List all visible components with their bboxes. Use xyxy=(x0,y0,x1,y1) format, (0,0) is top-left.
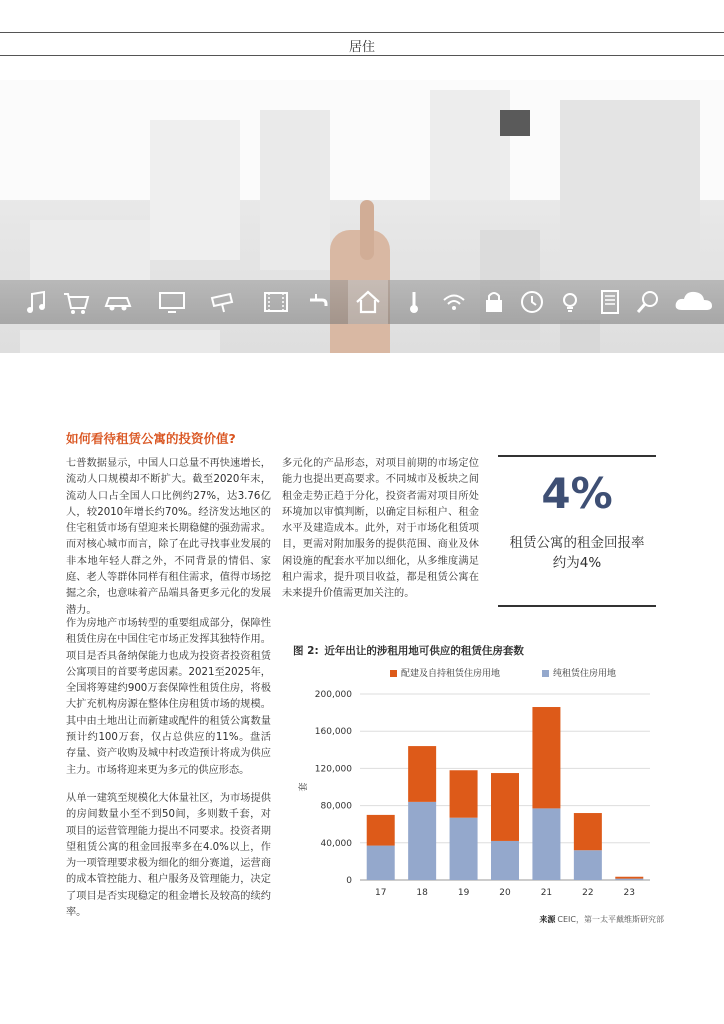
bar-segment xyxy=(450,818,478,880)
figure-title xyxy=(293,643,524,658)
article-paragraph-1: 七普数据显示，中国人口总量不再快速增长，流动人口规模却不断扩大。截至2020年末，流动人口占全国人口比例约27%，达3.76亿人，较2010年增长约70%。经济发达地区的住宅租赁市场有望迎来长期稳健的强劲需求。而对核心城市而言，除了在此寻找事业发展的非本地年轻人群之外，不同背景的情侣、家庭、老人等群体同样有租住需求，值得市场挖掘之余，也意味着产品端具备更多元化的发展潜力。 xyxy=(66,458,271,616)
clock-icon xyxy=(516,286,548,318)
music-icon xyxy=(20,286,52,318)
y-tick-label: 40,000 xyxy=(320,838,352,849)
hero-image xyxy=(0,80,724,353)
y-tick-label: 80,000 xyxy=(320,801,352,812)
x-tick-label: 20 xyxy=(499,888,511,898)
bar-segment xyxy=(574,813,602,850)
bar-segment xyxy=(367,846,395,880)
x-tick-label: 23 xyxy=(623,888,636,898)
rental-supply-bar-chart xyxy=(290,660,660,910)
x-tick-label: 21 xyxy=(540,888,553,898)
section-title: 居住 xyxy=(348,40,375,55)
key-stat-callout xyxy=(498,455,656,607)
figure-label: 图 2: xyxy=(293,645,319,657)
article-paragraph-4: 多元化的产品形态，对项目前期的市场定位能力也提出更高要求。不同城市及板块之间租金走势正趋于分化，投资者需对项目所处环境加以审慎判断，以确定目标租户、租金水平及建造成本。此外，对于市场化租赁项目，更需对附加服务的提供范围、商业及休闲设施的配套水平加以细化，从多维度满足租户需求，提升项目收益，都是租赁公寓在未来提升价值需更加关注的。 xyxy=(282,458,479,600)
y-axis-label: 套 xyxy=(299,782,309,792)
bar-segment xyxy=(532,707,560,808)
legend-swatch xyxy=(390,670,397,677)
lock-icon xyxy=(478,286,510,318)
x-tick-label: 18 xyxy=(416,888,428,898)
article-paragraph-3: 从单一建筑至规模化大体量社区，为市场提供的房间数量小至不到50间，多则数千套，对项目的运营管理能力提出不同要求。投资者期望租赁公寓的租金回报率多在4.0%以上，作为一项管理要求极为细化的细分赛道，运营商的成本管控能力、租户服务及管理能力，决定了项目是否实现稳定的租金增长及较高的续约率。 xyxy=(66,793,271,919)
key-stat-value: 4% xyxy=(541,469,613,518)
bar-segment xyxy=(532,808,560,880)
legend-swatch xyxy=(542,670,549,677)
y-tick-label: 200,000 xyxy=(314,690,352,700)
bar-segment xyxy=(367,815,395,846)
legend-label: 配建及自持租赁住房用地 xyxy=(401,669,501,679)
y-tick-label: 0 xyxy=(346,876,352,886)
article-heading: 如何看待租赁公寓的投资价值? xyxy=(66,431,236,446)
bar-segment xyxy=(408,746,436,802)
figure-source xyxy=(539,914,664,925)
thermometer-icon xyxy=(398,286,430,318)
bar-segment xyxy=(615,879,643,880)
source-label: 来源 xyxy=(539,915,556,924)
bar-segment xyxy=(408,802,436,880)
film-icon xyxy=(260,286,292,318)
camera-icon xyxy=(208,286,240,318)
section-header-bar xyxy=(0,32,724,56)
article-paragraph-2: 作为房地产市场转型的重要组成部分，保障性租赁住房在中国住宅市场正发挥其独特作用。项目是否具备纳保能力也成为投资者投资租赁公寓项目的首要考虑因素。2021至2025年，全国将筹建约900万套保障性租赁住房，将极大扩充机构房源在整体住房租赁市场的规模。其中由土地出让而新建或配件的租赁公寓数量预计约100万套，仅占总供应的11%。盘活存量、资产收购及城中村改造预计将成为供应主力。市场将迎来更为多元的供应形态。 xyxy=(66,618,271,776)
legend-label: 纯租赁住房用地 xyxy=(553,669,617,679)
tv-icon xyxy=(156,286,188,318)
x-tick-label: 22 xyxy=(582,888,594,898)
home-icon xyxy=(352,286,384,318)
bar-segment xyxy=(491,841,519,880)
x-tick-label: 19 xyxy=(457,888,470,898)
bulb-icon xyxy=(554,286,586,318)
x-tick-label: 17 xyxy=(374,888,387,898)
bar-segment xyxy=(491,773,519,841)
figure-title-text: 近年出让的涉租用地可供应的租赁住房套数 xyxy=(324,645,524,657)
wifi-icon xyxy=(438,286,470,318)
tablet-icon xyxy=(594,286,626,318)
smart-home-icon-strip xyxy=(0,280,724,324)
y-tick-label: 160,000 xyxy=(314,727,352,738)
cart-icon xyxy=(60,286,92,318)
y-tick-label: 120,000 xyxy=(314,764,352,775)
car-icon xyxy=(102,286,134,318)
source-text: CEIC，第一太平戴维斯研究部 xyxy=(557,915,664,924)
bar-segment xyxy=(574,850,602,880)
cloud-icon xyxy=(672,286,716,318)
bar-segment xyxy=(615,877,643,879)
bar-segment xyxy=(450,770,478,817)
search-icon xyxy=(632,286,664,318)
key-stat-caption: 租赁公寓的租金回报率约为4% xyxy=(509,535,645,571)
faucet-icon xyxy=(302,286,334,318)
